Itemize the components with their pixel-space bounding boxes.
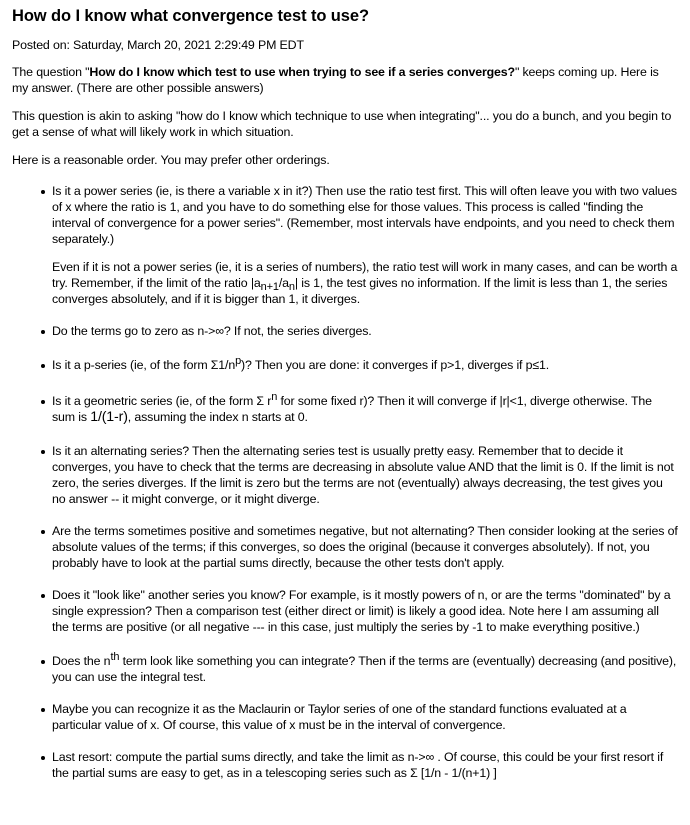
order-paragraph: Here is a reasonable order. You may prefer other orderings. — [12, 153, 330, 167]
test-list — [12, 183, 678, 781]
ratio-slash: /a — [278, 276, 289, 290]
list-item-terms-zero: Do the terms go to zero as n->∞? If not, the series diverges. — [52, 323, 678, 339]
list-item-comparison: Does it "look like" another series you know? For example, is it mostly powers of n, or are the terms "dominated" by a single expression? Then a comparison test (either direct or limit) is likely a good idea. Note here I am assuming all the terms are positive (or all negative --- in this case, just multiply the series by -1 to make everything positive.) — [52, 587, 678, 635]
list-item-integral-test — [52, 653, 678, 685]
list-item-p-series — [52, 357, 678, 373]
ratio-text-b: | is 1, the test gives no information. If the limit is less than 1, the series converges absolutely, and if it is bigger than 1, it diverges. — [52, 276, 668, 306]
p-series-text-b: )? Then you are done: it converges if p>1, diverges if p≤1. — [241, 358, 550, 372]
list-item-mixed-signs: Are the terms sometimes positive and sometimes negative, but not alternating? Then consider looking at the series of absolute values of the terms; if this converges, so does the original (because it converges absolutely). If not, you probably have to look at the partial sums directly, because the other tests don't apply. — [52, 524, 678, 570]
ratio-text-a: Even if it is not a power series (ie, it is a series of numbers), the ratio test will work in many cases, and can be worth a try. Remember, if the limit of the ratio |a — [52, 260, 678, 290]
ratio-sub-n: n — [288, 280, 295, 293]
analogy-paragraph: This question is akin to asking "how do I know which technique to use when integrating"... you do a bunch, and you begin to get a sense of what will likely work in which situation. — [12, 109, 672, 139]
ratio-sub-n1: n+1 — [260, 280, 279, 293]
list-item-geometric-series — [52, 393, 678, 425]
integral-text-b: term look like something you can integrate? Then if the terms are (eventually) decreasing (and positive), you can use the integral test. — [52, 654, 677, 684]
geometric-sup: n — [271, 391, 278, 404]
geometric-sum: 1/(1-r) — [90, 409, 128, 425]
geometric-text-a: Is it a geometric series (ie, of the form Σ r — [52, 394, 272, 408]
power-series-text: Is it a power series (ie, is there a variable x in it?) Then use the ratio test first. This will often leave you with two values of x where the ratio is 1, and you have to do something else for those values. This process is called "finding the interval of convergence for a power series". (Remember, most intervals have endpoints, and you need to check them separately.) — [52, 184, 677, 246]
list-item-taylor-series: Maybe you can recognize it as the Maclaurin or Taylor series of one of the standard functions evaluated at a particular value of x. Of course, this value of x must be in the interval of convergence. — [52, 701, 678, 733]
intro-question: How do I know which test to use when trying to see if a series converges? — [89, 65, 515, 79]
p-series-sup: p — [235, 355, 242, 368]
posted-date: Posted on: Saturday, March 20, 2021 2:29:49 PM EDT — [12, 38, 304, 52]
page-title: How do I know what convergence test to use? — [12, 7, 369, 25]
geometric-text-c: , assuming the index n starts at 0. — [127, 410, 308, 424]
intro-pre: The question " — [12, 65, 90, 79]
intro-paragraph — [12, 64, 678, 96]
p-series-text-a: Is it a p-series (ie, of the form Σ1/n — [52, 358, 236, 372]
geometric-text-b: for some fixed r)? Then it will converge if |r|<1, diverge otherwise. The sum is — [52, 394, 652, 424]
intro-post: " keeps coming up. Here is my answer. (There are other possible answers) — [12, 65, 659, 95]
list-item-power-series — [52, 183, 678, 307]
integral-text-a: Does the n — [52, 654, 111, 668]
ratio-test-text — [52, 259, 678, 307]
list-item-alternating-series: Is it an alternating series? Then the alternating series test is usually pretty easy. Remember that to decide it converges, you have to check that the terms are decreasing in absolute value AND that the limit is 0. If the limit is not zero, the series diverges. If the limit is zero but the terms are not (eventually) always decreasing, the test gives you no answer -- it might converge, or it might diverge. — [52, 443, 678, 507]
integral-sup: th — [110, 651, 120, 664]
list-item-partial-sums: Last resort: compute the partial sums directly, and take the limit as n->∞ . Of course, this could be your first resort if the partial sums are easy to get, as in a telescoping series such as Σ [1/n - 1/(n+1) ] — [52, 749, 678, 781]
